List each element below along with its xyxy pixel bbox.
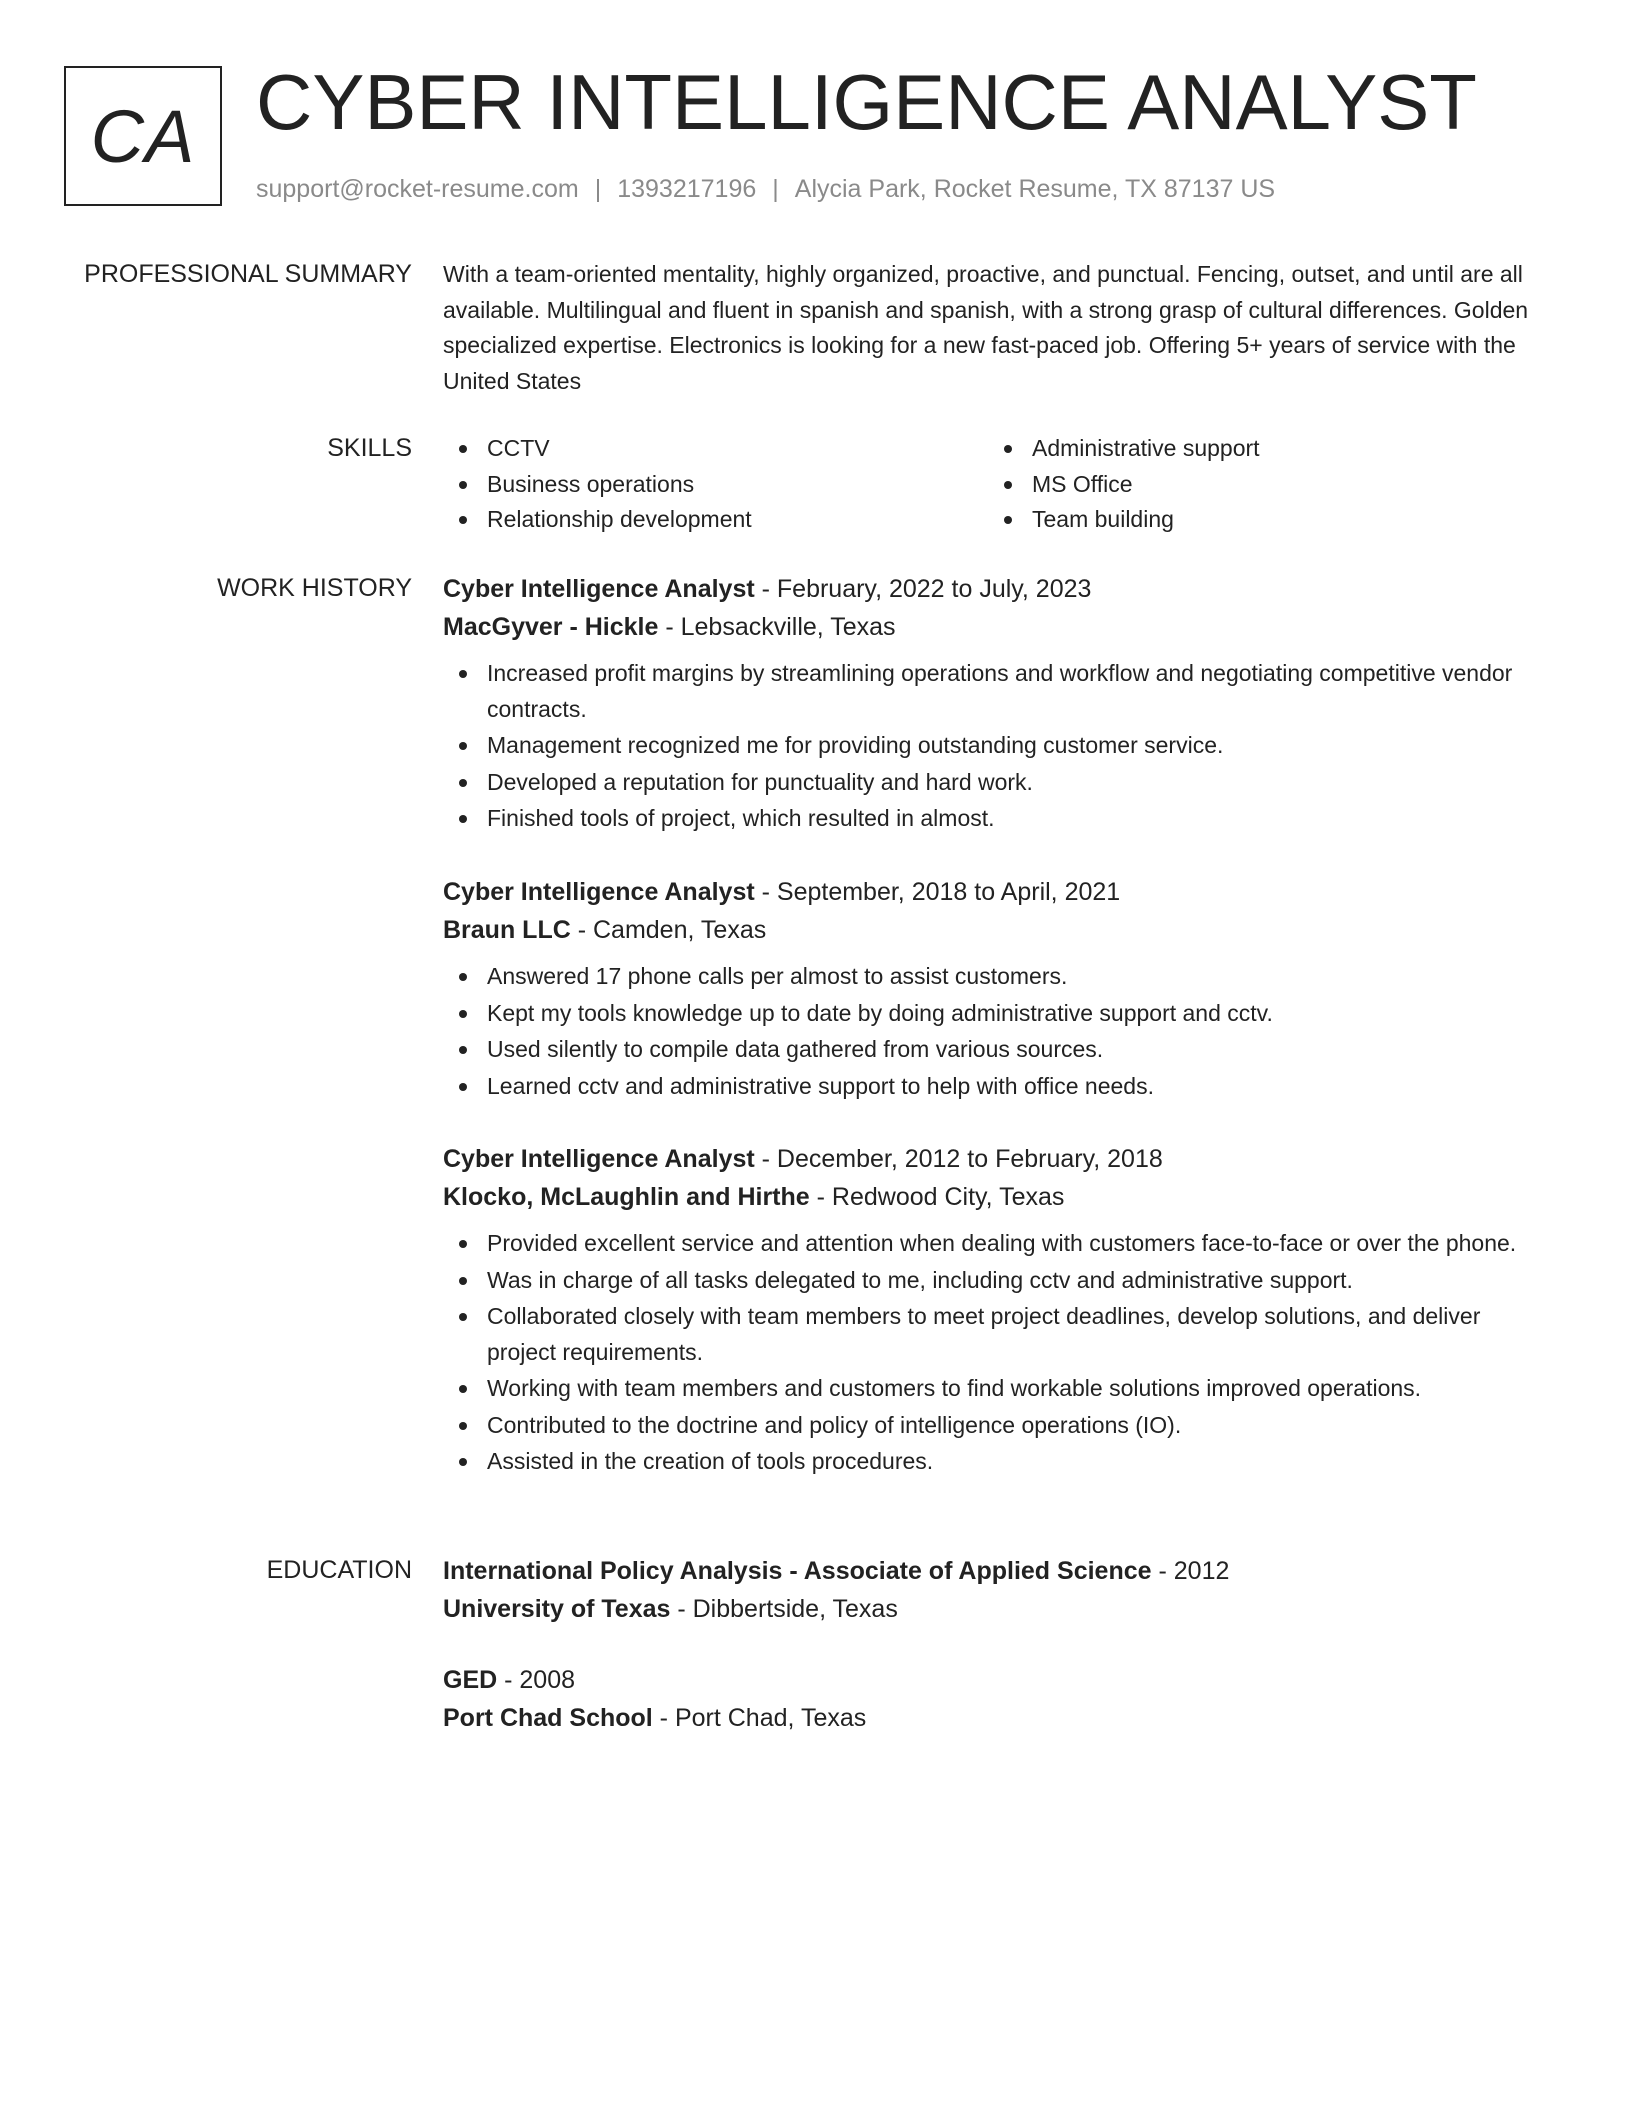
skills-column-left bbox=[443, 431, 988, 538]
monogram-box bbox=[64, 66, 222, 206]
list-item: Management recognized me for providing outstanding customer service. bbox=[443, 728, 1555, 764]
bullet-icon bbox=[459, 1385, 467, 1393]
list-item: Collaborated closely with team members to meet project deadlines, develop solutions, and deliver project requirements. bbox=[443, 1299, 1555, 1370]
contact-line bbox=[256, 174, 1275, 204]
bullet-icon bbox=[459, 1422, 467, 1430]
bullet-icon bbox=[1004, 445, 1012, 453]
school-name: University of Texas bbox=[443, 1595, 671, 1623]
education-entry bbox=[443, 1552, 1555, 1628]
list-item: Contributed to the doctrine and policy of intelligence operations (IO). bbox=[443, 1408, 1555, 1444]
education-heading: EDUCATION bbox=[266, 1556, 412, 1584]
job-dates: - February, 2022 to July, 2023 bbox=[754, 575, 1092, 603]
skills-heading: SKILLS bbox=[327, 434, 412, 462]
job-title-line bbox=[443, 1140, 1555, 1178]
bullet-icon bbox=[459, 516, 467, 524]
job-dates: - December, 2012 to February, 2018 bbox=[754, 1145, 1163, 1173]
company-line bbox=[443, 608, 1555, 646]
company-name: Klocko, McLaughlin and Hirthe bbox=[443, 1183, 810, 1211]
contact-address: Alycia Park, Rocket Resume, TX 87137 US bbox=[794, 175, 1276, 203]
degree-line bbox=[443, 1661, 1555, 1699]
skill-item: Business operations bbox=[443, 467, 988, 503]
list-item: Kept my tools knowledge up to date by doing administrative support and cctv. bbox=[443, 996, 1555, 1032]
bullet-icon bbox=[459, 1458, 467, 1466]
education-entry bbox=[443, 1661, 1555, 1737]
bullet-icon bbox=[459, 742, 467, 750]
job-entry bbox=[443, 873, 1555, 1105]
school-line bbox=[443, 1699, 1555, 1737]
list-item: Developed a reputation for punctuality and hard work. bbox=[443, 765, 1555, 801]
list-item: Answered 17 phone calls per almost to assist customers. bbox=[443, 959, 1555, 995]
job-role: Cyber Intelligence Analyst bbox=[443, 575, 755, 603]
list-item: Increased profit margins by streamlining operations and workflow and negotiating competitive vendor contracts. bbox=[443, 656, 1555, 727]
skills-list bbox=[443, 431, 1555, 538]
bullet-icon bbox=[459, 670, 467, 678]
skill-item: Administrative support bbox=[988, 431, 1533, 467]
skill-item: CCTV bbox=[443, 431, 988, 467]
job-title-line bbox=[443, 873, 1555, 911]
degree-line bbox=[443, 1552, 1555, 1590]
company-name: Braun LLC bbox=[443, 916, 571, 944]
list-item: Used silently to compile data gathered from various sources. bbox=[443, 1032, 1555, 1068]
skill-item: Relationship development bbox=[443, 502, 988, 538]
school-location: - Port Chad, Texas bbox=[652, 1704, 867, 1732]
bullet-icon bbox=[459, 1277, 467, 1285]
bullet-icon bbox=[459, 1240, 467, 1248]
school-name: Port Chad School bbox=[443, 1704, 653, 1732]
degree-year: - 2012 bbox=[1151, 1557, 1230, 1585]
company-line bbox=[443, 1178, 1555, 1216]
company-location: - Lebsackville, Texas bbox=[658, 613, 896, 641]
list-item: Provided excellent service and attention when dealing with customers face-to-face or over the phone. bbox=[443, 1226, 1555, 1262]
list-item: Assisted in the creation of tools procedures. bbox=[443, 1444, 1555, 1480]
bullet-icon bbox=[459, 1083, 467, 1091]
job-title-line bbox=[443, 570, 1555, 608]
skill-item: MS Office bbox=[988, 467, 1533, 503]
work-history-heading: WORK HISTORY bbox=[217, 574, 412, 602]
contact-separator: | bbox=[772, 175, 779, 203]
job-entry bbox=[443, 570, 1555, 838]
monogram-initials: CA bbox=[90, 94, 196, 178]
bullet-icon bbox=[459, 445, 467, 453]
bullet-icon bbox=[459, 1010, 467, 1018]
skills-column-right bbox=[988, 431, 1533, 538]
bullet-icon bbox=[459, 1046, 467, 1054]
list-item: Learned cctv and administrative support to help with office needs. bbox=[443, 1069, 1555, 1105]
bullet-icon bbox=[1004, 516, 1012, 524]
job-role: Cyber Intelligence Analyst bbox=[443, 1145, 755, 1173]
school-location: - Dibbertside, Texas bbox=[670, 1595, 898, 1623]
list-item: Finished tools of project, which resulted in almost. bbox=[443, 801, 1555, 837]
bullet-icon bbox=[459, 973, 467, 981]
company-location: - Redwood City, Texas bbox=[809, 1183, 1065, 1211]
company-name: MacGyver - Hickle bbox=[443, 613, 659, 641]
school-line bbox=[443, 1590, 1555, 1628]
company-location: - Camden, Texas bbox=[570, 916, 767, 944]
job-dates: - September, 2018 to April, 2021 bbox=[754, 878, 1121, 906]
list-item: Was in charge of all tasks delegated to me, including cctv and administrative support. bbox=[443, 1263, 1555, 1299]
job-bullets bbox=[443, 656, 1555, 837]
list-item: Working with team members and customers to find workable solutions improved operations. bbox=[443, 1371, 1555, 1407]
skill-item: Team building bbox=[988, 502, 1533, 538]
bullet-icon bbox=[459, 481, 467, 489]
contact-separator: | bbox=[594, 175, 602, 203]
job-bullets bbox=[443, 959, 1555, 1104]
job-role: Cyber Intelligence Analyst bbox=[443, 878, 755, 906]
company-line bbox=[443, 911, 1555, 949]
job-entry bbox=[443, 1140, 1555, 1481]
degree-name: GED bbox=[443, 1666, 498, 1694]
degree-name: International Policy Analysis - Associate of Applied Science bbox=[443, 1557, 1152, 1585]
bullet-icon bbox=[459, 779, 467, 787]
bullet-icon bbox=[459, 815, 467, 823]
contact-email: support@rocket-resume.com bbox=[256, 175, 579, 203]
degree-year: - 2008 bbox=[497, 1666, 576, 1694]
bullet-icon bbox=[459, 1313, 467, 1321]
resume-title: CYBER INTELLIGENCE ANALYST bbox=[256, 58, 1477, 146]
job-bullets bbox=[443, 1226, 1555, 1480]
contact-phone: 1393217196 bbox=[617, 175, 757, 203]
bullet-icon bbox=[1004, 481, 1012, 489]
summary-text: With a team-oriented mentality, highly organized, proactive, and punctual. Fencing, outset, and until are all available. Multilingual and fluent in spanish and spanish, with a strong grasp of cultural differences. Golden specialized expertise. Electronics is looking for a new fast-paced job. Offering 5+ years of service with the United States bbox=[443, 261, 1529, 394]
summary-heading: PROFESSIONAL SUMMARY bbox=[84, 260, 412, 288]
